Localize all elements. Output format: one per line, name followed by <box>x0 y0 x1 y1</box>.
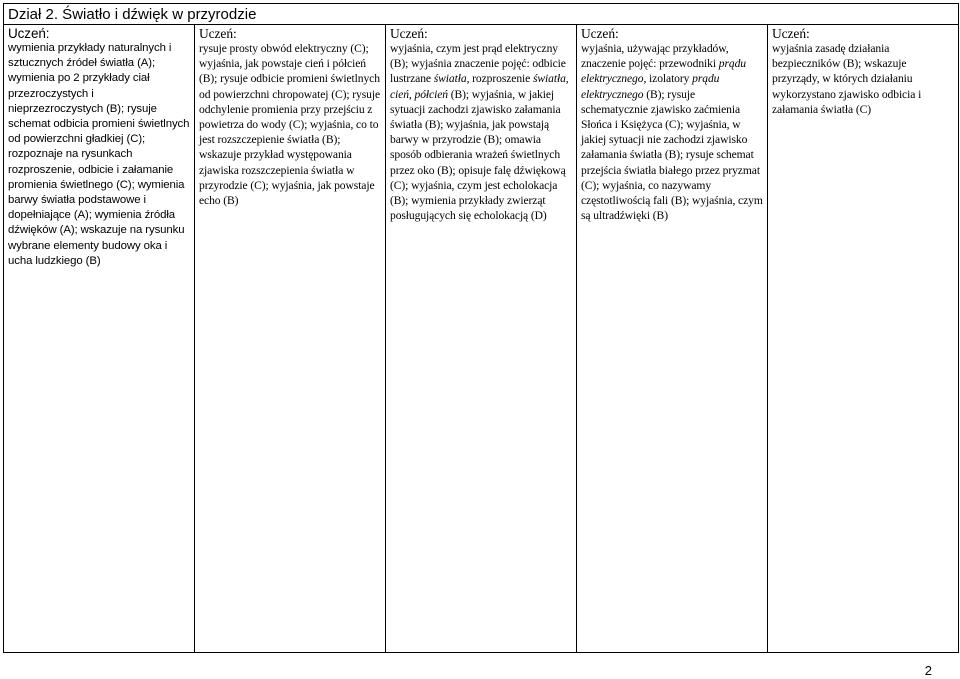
column-grade-2 <box>4 25 195 653</box>
italic-term: prądu elektrycznego <box>581 57 746 86</box>
column-heading: Uczeń: <box>199 26 237 41</box>
requirements-row <box>4 25 959 653</box>
column-body <box>390 41 572 223</box>
column-grade-6 <box>768 25 959 653</box>
column-heading: Uczeń: <box>390 26 428 41</box>
column-grade-3 <box>195 25 386 653</box>
italic-term: światła, cień, półcień <box>390 72 569 101</box>
section-title: Dział 2. Światło i dźwięk w przyrodzie <box>8 6 257 23</box>
column-heading: Uczeń: <box>772 26 810 41</box>
text-run: wyjaśnia, czym jest prąd elektryczny (B); wyjaśnia znaczenie pojęć: odbicie lustrzane <box>390 42 566 86</box>
text-run: , izolatory <box>643 72 693 86</box>
italic-term: światła <box>433 72 467 86</box>
column-body <box>199 41 381 208</box>
italic-term: prądu elektrycznego <box>581 72 720 101</box>
column-body <box>772 41 954 117</box>
page-number: 2 <box>924 663 932 678</box>
column-heading: Uczeń: <box>8 26 50 41</box>
section-title-cell <box>4 4 959 25</box>
text-run: , rozproszenie <box>466 72 533 86</box>
text-run: wyjaśnia, używając przykładów, znaczenie pojęć: przewodniki <box>581 42 729 71</box>
section-title-row <box>4 4 959 25</box>
text-run: rysuje prosty obwód elektryczny (C); wyjaśnia, jak powstaje cień i półcień (B); rysuje odbicie promieni świetlnych od powierzchni chropowatej (C); rysuje odchylenie promienia przy przejściu z powietrza do wody (C); wyjaśnia, co to jest rozszczepienie światła (B); wskazuje przykład występowania zjawiska rozszczepienia światła w przyrodzie (C); wyjaśnia, jak powstaje echo (B) <box>199 42 380 208</box>
column-body <box>8 41 190 269</box>
text-run: wymienia przykłady naturalnych i sztucznych źródeł światła (A); wymienia po 2 przykłady ciał przezroczystych i nieprzezroczystych (B); rysuje schemat odbicia promieni świetlnych od powierzchni gładkiej (C); rozpoznaje na rysunkach rozproszenie, odbicie i załamanie promienia świetlnego (C); wymienia barwy światła podstawowe i dopełniające (A); wymienia źródła dźwięków (A); wskazuje na rysunku wybrane elementy budowy oka i ucha ludzkiego (B) <box>8 42 190 267</box>
text-run: (B); rysuje schematycznie zjawisko zaćmienia Słońca i Księżyca (C); wyjaśnia, w jakiej sytuacji nie zachodzi zjawisko załamania światła (B); rysuje schemat przejścia światła białego przez pryzmat (C); wyjaśnia, co nazywamy częstotliwością fali (B); wyjaśnia, czym są ultradźwięki (B) <box>581 87 763 223</box>
column-heading: Uczeń: <box>581 26 619 41</box>
column-body <box>581 41 763 223</box>
text-run: (B); wyjaśnia, w jakiej sytuacji zachodzi zjawisko załamania światła (B); wyjaśnia, jak powstają barwy w przyrodzie (B); omawia sposób odbierania wrażeń świetlnych przez oko (B); opisuje falę dźwiękową (C); wyjaśnia, czym jest echolokacja (B); wymienia przykłady zwierząt posługujących się echolokacją (D) <box>390 87 566 223</box>
column-grade-5 <box>577 25 768 653</box>
text-run: wyjaśnia zasadę działania bezpieczników (B); wskazuje przyrządy, w których działaniu wykorzystano zjawisko odbicia i załamania światła (C) <box>772 42 922 116</box>
curriculum-table <box>3 3 959 653</box>
column-grade-4 <box>386 25 577 653</box>
